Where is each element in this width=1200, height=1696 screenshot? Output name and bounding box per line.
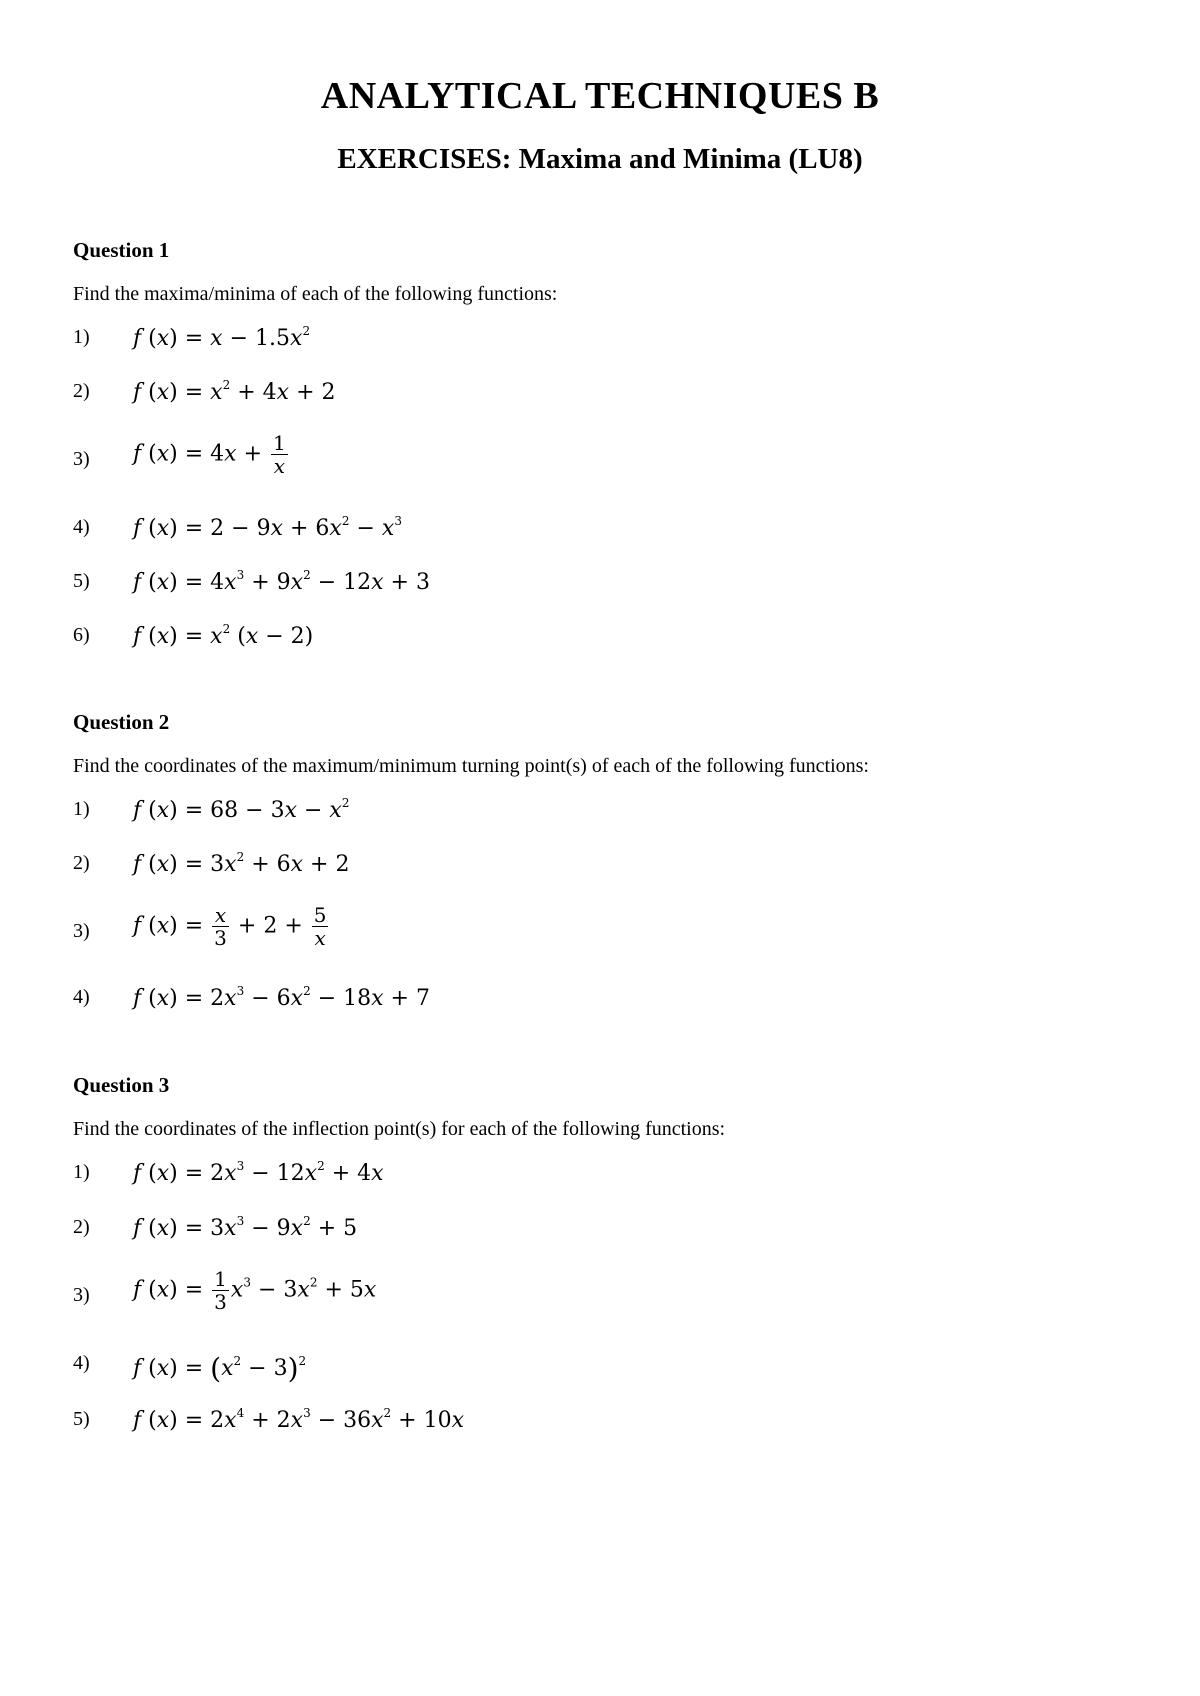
equation: f $(x) = 2x^3 - 6x^2 - 18x + 7$ — [133, 984, 430, 1011]
item-number: 4) — [73, 986, 90, 1008]
question-2-item-4 — [73, 986, 973, 1046]
equation: f $(x) = 2x^4 + 2x^3 - 36x^2 + 10x$ — [133, 1406, 465, 1433]
equation: f $(x) = x - 1.5x^2$ — [133, 324, 311, 351]
equation: f $(x) = x^2 + 4x + 2$ — [133, 378, 336, 405]
equation: f $(x) = 2x^3 - 12x^2 + 4x$ — [133, 1159, 384, 1186]
item-number: 3) — [73, 920, 90, 942]
equation: f $(x) = 3x^3 - 9x^2 + 5$ — [133, 1214, 358, 1241]
question-3-item-1 — [73, 1161, 973, 1221]
question-3-heading: Question 3 — [73, 1073, 170, 1097]
question-1-item-3 — [73, 432, 973, 492]
question-1-item-4 — [73, 516, 973, 576]
document-subtitle: EXERCISES: Maxima and Minima (LU8) — [337, 143, 863, 175]
question-1-item-5 — [73, 570, 973, 630]
question-3-item-4 — [73, 1352, 973, 1412]
equation: f $(x) = 68 - 3x - x^2$ — [133, 796, 350, 823]
item-number: 5) — [73, 1408, 90, 1430]
item-number: 1) — [73, 1161, 90, 1183]
equation: f (x) = 4x + $\frac{1}{x}$ — [133, 431, 286, 478]
item-number: 2) — [73, 852, 90, 874]
equation: f (x) = $\frac{1}{3}$ $x^3 - 3x^2 + 5x$ — [133, 1267, 377, 1314]
item-number: 6) — [73, 624, 90, 646]
item-number: 2) — [73, 380, 90, 402]
item-number: 4) — [73, 516, 90, 538]
item-number: 4) — [73, 1352, 90, 1374]
item-number: 2) — [73, 1216, 90, 1238]
equation: f (x) = $\frac{x}{3}$ + 2 + $\frac{5}{x}$ — [133, 903, 327, 950]
item-number: 5) — [73, 570, 90, 592]
equation: f $(x) = x^2$ (x − 2) — [133, 622, 314, 649]
equation: f $(x) = 4x^3 + 9x^2 - 12x + 3$ — [133, 568, 430, 595]
question-3-item-5 — [73, 1408, 973, 1468]
question-2-item-3 — [73, 904, 973, 964]
question-2-item-1 — [73, 798, 973, 858]
question-3-item-3 — [73, 1268, 973, 1328]
item-number: 3) — [73, 1284, 90, 1306]
question-1-prompt: Find the maxima/minima of each of the following functions: — [73, 283, 558, 305]
question-1-item-1 — [73, 326, 973, 386]
question-1-item-2 — [73, 380, 973, 440]
question-2-item-2 — [73, 852, 973, 912]
item-number: 3) — [73, 448, 90, 470]
question-1-item-6 — [73, 624, 973, 684]
question-2-heading: Question 2 — [73, 710, 170, 734]
item-number: 1) — [73, 798, 90, 820]
item-number: 1) — [73, 326, 90, 348]
equation: f $(x) = 2 - 9x + 6x^2 - x^3$ — [133, 514, 402, 541]
equation: f $(x) = 3x^2 + 6x + 2$ — [133, 850, 350, 877]
document-title: ANALYTICAL TECHNIQUES B — [320, 75, 880, 117]
question-3-prompt: Find the coordinates of the inflection point(s) for each of the following functions: — [73, 1118, 726, 1140]
question-3-item-2 — [73, 1216, 973, 1276]
question-2-prompt: Find the coordinates of the maximum/minimum turning point(s) of each of the following functions: — [73, 755, 869, 777]
equation: f $(x) = (x^2 - 3)^2$ — [133, 1352, 307, 1385]
question-1-heading: Question 1 — [73, 238, 170, 262]
